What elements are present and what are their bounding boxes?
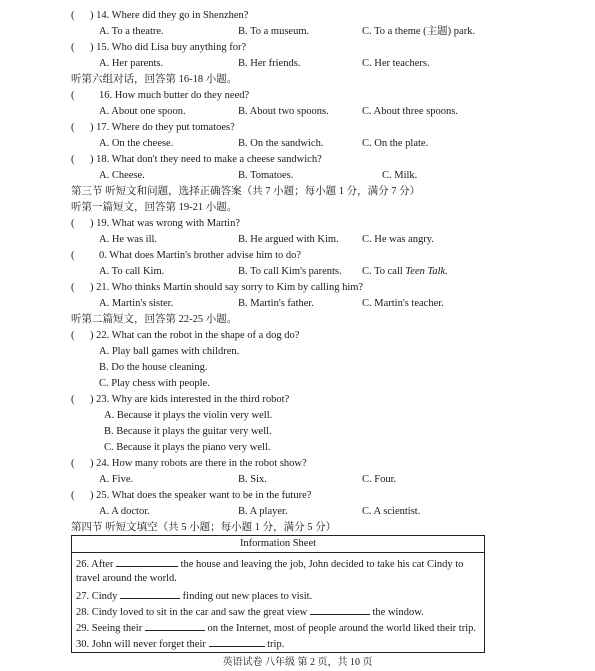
option-a: A. To call Kim. <box>99 266 165 277</box>
blank-30[interactable] <box>209 636 265 647</box>
answer-paren[interactable]: ( <box>71 250 75 261</box>
row-27-text-start: 27. Cindy <box>76 591 118 602</box>
row-29-text-end: on the Internet, most of people around the world liked their trip. <box>207 623 477 634</box>
question-15: ) 15. Who did Lisa buy anything for? <box>90 42 247 53</box>
answer-paren[interactable]: ( <box>71 458 75 469</box>
option-a: A. Because it plays the violin very well. <box>104 410 273 421</box>
option-a: A. Cheese. <box>99 170 145 181</box>
option-b: B. Tomatoes. <box>238 170 294 181</box>
option-b: B. Do the house cleaning. <box>99 362 208 373</box>
answer-paren[interactable]: ( <box>71 490 75 501</box>
option-b: B. Because it plays the guitar very well. <box>104 426 272 437</box>
option-b: B. Martin's father. <box>238 298 314 309</box>
option-b: B. A player. <box>238 506 288 517</box>
row-27 <box>76 588 312 603</box>
row-30-text-start: 30. John will never forget their <box>76 639 206 650</box>
row-26-text-start: 26. After <box>76 559 114 570</box>
option-c: C. A scientist. <box>362 506 421 517</box>
option-b: B. Six. <box>238 474 267 485</box>
question-14: ) 14. Where did they go in Shenzhen? <box>90 10 249 21</box>
option-c: C. On the plate. <box>362 138 429 149</box>
option-a: A. Play ball games with children. <box>99 346 240 357</box>
blank-26[interactable] <box>116 556 178 567</box>
answer-paren[interactable]: ( <box>71 42 75 53</box>
blank-27[interactable] <box>120 588 180 599</box>
question-17: ) 17. Where do they put tomatoes? <box>90 122 235 133</box>
answer-paren[interactable]: ( <box>71 90 75 101</box>
question-20: 0. What does Martin's brother advise him to do? <box>99 250 302 261</box>
passage2-header: 听第二篇短文，回答第 22-25 小题。 <box>71 314 238 325</box>
row-29-text-start: 29. Seeing their <box>76 623 143 634</box>
option-a: A. He was ill. <box>99 234 158 245</box>
section4-header: 第四节 听短文填空（共 5 小题；每小题 1 分，满分 5 分） <box>71 522 337 533</box>
answer-paren[interactable]: ( <box>71 218 75 229</box>
option-c: C. Martin's teacher. <box>362 298 444 309</box>
question-23: ) 23. Why are kids interested in the third robot? <box>90 394 290 405</box>
answer-paren[interactable]: ( <box>71 394 75 405</box>
option-c: C. To a theme (主题) park. <box>362 26 476 37</box>
option-b: B. On the sandwich. <box>238 138 324 149</box>
option-c: C. Play chess with people. <box>99 378 210 389</box>
option-c: C. Her teachers. <box>362 58 430 69</box>
row-28-text-start: 28. Cindy loved to sit in the car and saw the great view <box>76 607 308 618</box>
question-19: ) 19. What was wrong with Martin? <box>90 218 240 229</box>
option-b: B. To a museum. <box>238 26 310 37</box>
option-a: A. On the cheese. <box>99 138 174 149</box>
answer-paren[interactable]: ( <box>71 154 75 165</box>
row-30 <box>76 636 284 651</box>
question-21: ) 21. Who thinks Martin should say sorry to Kim by calling him? <box>90 282 364 293</box>
row-29 <box>76 620 476 635</box>
question-22: ) 22. What can the robot in the shape of a dog do? <box>90 330 300 341</box>
question-18: ) 18. What don't they need to make a cheese sandwich? <box>90 154 322 165</box>
row-26-text-end: the house and leaving the job, John decided to take his cat Cindy to <box>180 559 464 570</box>
option-a: A. Five. <box>99 474 134 485</box>
option-b: B. To call Kim's parents. <box>238 266 342 277</box>
answer-paren[interactable]: ( <box>71 330 75 341</box>
option-c <box>362 265 448 278</box>
option-a: A. A doctor. <box>99 506 150 517</box>
answer-paren[interactable]: ( <box>71 122 75 133</box>
answer-paren[interactable]: ( <box>71 10 75 21</box>
page-footer: 英语试卷 八年级 第 2 页，共 10 页 <box>222 657 373 668</box>
row-26 <box>76 556 463 571</box>
blank-29[interactable] <box>145 620 205 631</box>
question-24: ) 24. How many robots are there in the robot show? <box>90 458 307 469</box>
option-c: C. Because it plays the piano very well. <box>104 442 271 453</box>
group6-header: 听第六组对话，回答第 16-18 小题。 <box>71 74 238 85</box>
section3-header: 第三节 听短文和问题，选择正确答案（共 7 小题；每小题 1 分，满分 7 分） <box>71 186 421 197</box>
row-28-text-end: the window. <box>372 607 424 618</box>
row-30-text-end: trip. <box>267 639 285 650</box>
row-26-cont: travel around the world. <box>76 573 177 584</box>
option-c-italic: Teen Talk. <box>405 266 448 277</box>
option-c: C. About three spoons. <box>362 106 458 117</box>
row-28 <box>76 604 424 619</box>
passage1-header: 听第一篇短文，回答第 19-21 小题。 <box>71 202 238 213</box>
option-a: A. To a theatre. <box>99 26 164 37</box>
option-b: B. About two spoons. <box>238 106 329 117</box>
option-b: B. He argued with Kim. <box>238 234 339 245</box>
option-c-text: C. To call <box>362 266 406 277</box>
answer-paren[interactable]: ( <box>71 282 75 293</box>
option-a: A. Martin's sister. <box>99 298 174 309</box>
question-16: 16. How much butter do they need? <box>99 90 250 101</box>
option-b: B. Her friends. <box>238 58 301 69</box>
option-a: A. About one spoon. <box>99 106 186 117</box>
table-title: Information Sheet <box>72 536 484 553</box>
blank-28[interactable] <box>310 604 370 615</box>
option-c: C. Milk. <box>382 170 418 181</box>
option-c: C. Four. <box>362 474 397 485</box>
question-25: ) 25. What does the speaker want to be in the future? <box>90 490 312 501</box>
option-a: A. Her parents. <box>99 58 164 69</box>
row-27-text-end: finding out new places to visit. <box>182 591 313 602</box>
option-c: C. He was angry. <box>362 234 434 245</box>
information-sheet-table <box>71 535 485 653</box>
